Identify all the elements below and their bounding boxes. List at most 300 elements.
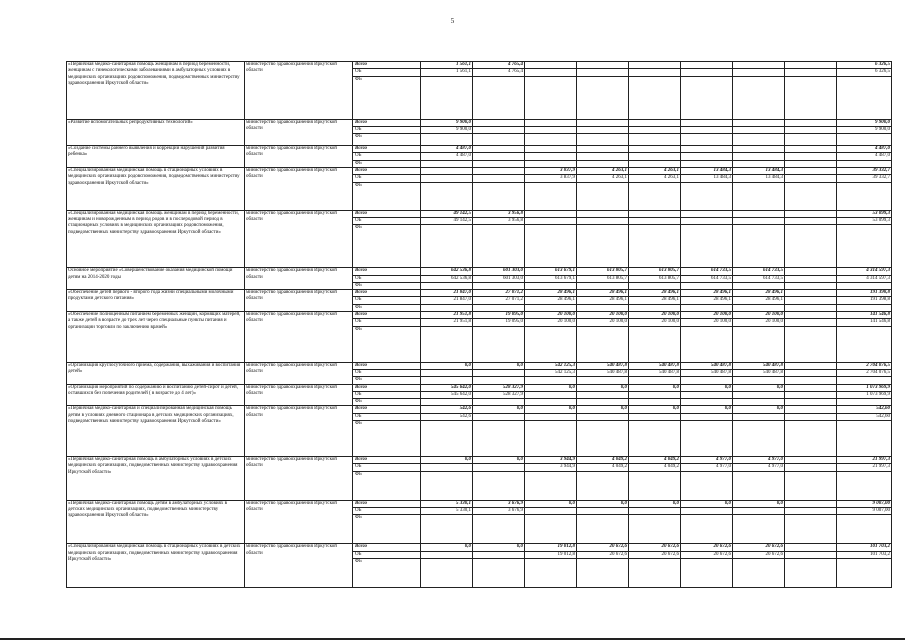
funding-source-cell: ОБ xyxy=(353,297,421,304)
year-amount-cell: 0,0 xyxy=(577,406,629,413)
year-amount-cell: 28 496,1 xyxy=(629,290,681,297)
year-amount-cell xyxy=(577,558,629,587)
year-amount-cell xyxy=(421,304,473,311)
activity-name-cell: «Специализированная медицинская помощь в стационарных условиях в детских медицинских организациях, подведомственных министерству здравоохранения Иркутской области» xyxy=(67,544,245,588)
year-amount-cell: 0,0 xyxy=(681,500,733,507)
year-amount-cell xyxy=(473,182,525,210)
year-amount-cell xyxy=(577,119,629,126)
year-amount-cell xyxy=(421,282,473,289)
year-amount-cell xyxy=(629,146,681,153)
year-amount-cell: 0,0 xyxy=(681,384,733,391)
year-amount-cell: 3 676,9 xyxy=(473,500,525,507)
total-amount-cell: 4 487,0 xyxy=(837,153,892,160)
year-amount-cell: 540 487,8 xyxy=(681,369,733,376)
year-amount-cell xyxy=(525,413,577,420)
year-amount-cell: 3 956,8 xyxy=(473,217,525,224)
table-row xyxy=(67,290,892,297)
year-amount-cell xyxy=(629,225,681,268)
year-amount-cell xyxy=(525,515,577,544)
year-amount-cell: 20 100,0 xyxy=(577,312,629,319)
year-amount-cell xyxy=(629,391,681,398)
funding-source-cell: ОБ xyxy=(353,413,421,420)
year-amount-cell: 4 765,4 xyxy=(473,62,525,69)
total-amount-cell: 101 703,2 xyxy=(837,544,892,551)
total-amount-cell: 9 900,0 xyxy=(837,119,892,126)
year-amount-cell: 0,0 xyxy=(577,500,629,507)
total-amount-cell: 6 326,5 xyxy=(837,69,892,76)
year-amount-cell xyxy=(733,69,785,76)
funding-source-cell: ФБ xyxy=(353,326,421,362)
budget-table xyxy=(66,61,892,588)
year-amount-cell: 528 327,9 xyxy=(473,391,525,398)
year-amount-cell xyxy=(785,146,837,153)
year-amount-cell xyxy=(629,160,681,167)
year-amount-cell xyxy=(525,119,577,126)
funding-source-cell: ФБ xyxy=(353,399,421,406)
year-amount-cell xyxy=(733,119,785,126)
year-amount-cell xyxy=(733,391,785,398)
total-amount-cell: 191 398,8 xyxy=(837,290,892,297)
funding-source-cell: Всего xyxy=(353,544,421,551)
year-amount-cell xyxy=(785,175,837,182)
total-amount-cell xyxy=(837,304,892,311)
year-amount-cell: 528 327,9 xyxy=(473,384,525,391)
funding-source-cell: Всего xyxy=(353,210,421,217)
activity-name-cell: «Создание системы раннего выявления и коррекции нарушений развития ребенка» xyxy=(67,146,245,168)
year-amount-cell: 28 496,1 xyxy=(681,297,733,304)
year-amount-cell xyxy=(473,168,525,175)
funding-source-cell: ФБ xyxy=(353,515,421,544)
year-amount-cell: 0,0 xyxy=(733,384,785,391)
activity-name-cell: «Специализированная медицинская помощь в стационарных условиях в медицинских организациях родовспоможения, подведомственных министерству здравоохранения Иркутской области» xyxy=(67,168,245,211)
total-amount-cell: 39 332,7 xyxy=(837,175,892,182)
activity-name-cell: «Первичная медико-санитарная помощь детям в амбулаторных условиях в детских медицинских организациях, подведомственных министерству здравоохранения Иркутской области» xyxy=(67,500,245,544)
funding-source-cell: ОБ xyxy=(353,175,421,182)
total-amount-cell: 101 703,2 xyxy=(837,551,892,558)
year-amount-cell: 4 049,2 xyxy=(629,457,681,464)
funding-source-cell: ОБ xyxy=(353,153,421,160)
year-amount-cell xyxy=(473,76,525,119)
table-row xyxy=(67,457,892,464)
funding-source-cell: ОБ xyxy=(353,551,421,558)
year-amount-cell: 0,0 xyxy=(473,544,525,551)
executor-cell: министерство здравоохранения Иркутской области xyxy=(245,290,353,312)
year-amount-cell xyxy=(525,421,577,457)
year-amount-cell xyxy=(681,507,733,514)
year-amount-cell xyxy=(525,182,577,210)
year-amount-cell xyxy=(629,62,681,69)
year-amount-cell xyxy=(577,69,629,76)
year-amount-cell: 540 487,8 xyxy=(629,362,681,369)
year-amount-cell xyxy=(681,391,733,398)
table-row xyxy=(67,62,892,69)
year-amount-cell: 28 496,1 xyxy=(525,297,577,304)
year-amount-cell: 3 944,9 xyxy=(525,457,577,464)
total-amount-cell: 4 314 597,3 xyxy=(837,268,892,275)
year-amount-cell xyxy=(525,76,577,119)
year-amount-cell xyxy=(733,304,785,311)
year-amount-cell: 3 956,8 xyxy=(473,210,525,217)
year-amount-cell xyxy=(473,326,525,362)
total-amount-cell xyxy=(837,134,892,146)
year-amount-cell xyxy=(681,69,733,76)
activity-name-cell: «Специализированная медицинская помощь женщинам в период беременности, женщинам и новорожденным в период родов и в послеродовой период в стационарных условиях в медицинских организациях родовспоможения, подведомственных министерству здравоохранения Иркутской области» xyxy=(67,210,245,268)
year-amount-cell: 545 642,0 xyxy=(421,384,473,391)
year-amount-cell xyxy=(733,182,785,210)
activity-name-cell: «Организация мероприятий по содержанию и воспитанию детей-сирот и детей, оставшихся без попечения родителей ( в возрасте до 4 лет)» xyxy=(67,384,245,406)
total-amount-cell xyxy=(837,182,892,210)
year-amount-cell xyxy=(785,377,837,384)
total-amount-cell: 2 704 076,5 xyxy=(837,362,892,369)
year-amount-cell: 4 049,2 xyxy=(577,457,629,464)
activity-name-cell: «Первичная медико-санитарная помощь в амбулаторных условиях в детских медицинских организациях, подведомственных министерству здравоохранения Иркутской области» xyxy=(67,457,245,501)
year-amount-cell xyxy=(681,210,733,217)
year-amount-cell xyxy=(785,406,837,413)
year-amount-cell: 540 487,8 xyxy=(733,362,785,369)
year-amount-cell xyxy=(525,225,577,268)
executor-cell: министерство здравоохранения Иркутской области xyxy=(245,268,353,290)
year-amount-cell xyxy=(421,326,473,362)
year-amount-cell xyxy=(785,312,837,319)
year-amount-cell xyxy=(733,326,785,362)
total-amount-cell: 542,60 xyxy=(837,406,892,413)
total-amount-cell xyxy=(837,225,892,268)
year-amount-cell xyxy=(681,282,733,289)
year-amount-cell xyxy=(681,515,733,544)
total-amount-cell: 191 398,8 xyxy=(837,297,892,304)
year-amount-cell: 4 977,0 xyxy=(733,464,785,471)
table-row xyxy=(67,146,892,153)
year-amount-cell: 613 679,1 xyxy=(525,275,577,282)
year-amount-cell xyxy=(785,268,837,275)
year-amount-cell xyxy=(473,146,525,153)
year-amount-cell xyxy=(733,134,785,146)
year-amount-cell: 21 847,0 xyxy=(421,297,473,304)
total-amount-cell: 1 073 969,9 xyxy=(837,384,892,391)
year-amount-cell xyxy=(733,62,785,69)
year-amount-cell: 1 561,1 xyxy=(421,62,473,69)
year-amount-cell xyxy=(785,558,837,587)
year-amount-cell: 3 676,9 xyxy=(473,507,525,514)
year-amount-cell xyxy=(681,413,733,420)
year-amount-cell: 3 837,9 xyxy=(525,175,577,182)
executor-cell: министерство здравоохранения Иркутской области xyxy=(245,312,353,363)
total-amount-cell: 9 007,00 xyxy=(837,507,892,514)
funding-source-cell: Всего xyxy=(353,362,421,369)
total-amount-cell xyxy=(837,76,892,119)
year-amount-cell xyxy=(681,126,733,133)
year-amount-cell xyxy=(525,134,577,146)
table-row xyxy=(67,384,892,391)
year-amount-cell: 613 805,7 xyxy=(577,268,629,275)
year-amount-cell xyxy=(785,500,837,507)
year-amount-cell xyxy=(629,119,681,126)
funding-source-cell: ФБ xyxy=(353,225,421,268)
year-amount-cell xyxy=(577,134,629,146)
year-amount-cell: 4 263,1 xyxy=(629,168,681,175)
total-amount-cell: 39 332,7 xyxy=(837,168,892,175)
year-amount-cell xyxy=(577,62,629,69)
year-amount-cell xyxy=(733,377,785,384)
year-amount-cell xyxy=(733,160,785,167)
funding-source-cell: Всего xyxy=(353,168,421,175)
year-amount-cell xyxy=(629,421,681,457)
year-amount-cell xyxy=(421,369,473,376)
year-amount-cell xyxy=(473,282,525,289)
year-amount-cell xyxy=(577,282,629,289)
funding-source-cell: ФБ xyxy=(353,558,421,587)
year-amount-cell: 13 484,3 xyxy=(733,168,785,175)
executor-cell: министерство здравоохранения Иркутской области xyxy=(245,500,353,544)
year-amount-cell xyxy=(473,515,525,544)
year-amount-cell: 20 672,6 xyxy=(577,544,629,551)
year-amount-cell: 4 487,0 xyxy=(421,146,473,153)
year-amount-cell xyxy=(525,507,577,514)
year-amount-cell xyxy=(525,377,577,384)
total-amount-cell: 141 546,8 xyxy=(837,312,892,319)
year-amount-cell: 614 733,5 xyxy=(733,268,785,275)
year-amount-cell xyxy=(473,153,525,160)
funding-source-cell: ОБ xyxy=(353,217,421,224)
year-amount-cell xyxy=(785,421,837,457)
year-amount-cell: 0,0 xyxy=(733,500,785,507)
year-amount-cell xyxy=(733,217,785,224)
year-amount-cell xyxy=(785,384,837,391)
year-amount-cell xyxy=(473,464,525,471)
funding-source-cell: ОБ xyxy=(353,391,421,398)
year-amount-cell xyxy=(421,76,473,119)
year-amount-cell xyxy=(473,369,525,376)
year-amount-cell: 20 100,0 xyxy=(681,312,733,319)
total-amount-cell xyxy=(837,160,892,167)
year-amount-cell: 0,0 xyxy=(473,406,525,413)
year-amount-cell xyxy=(733,413,785,420)
year-amount-cell xyxy=(577,413,629,420)
total-amount-cell xyxy=(837,471,892,500)
year-amount-cell: 21 847,0 xyxy=(421,290,473,297)
year-amount-cell xyxy=(629,515,681,544)
year-amount-cell: 19 012,8 xyxy=(525,544,577,551)
year-amount-cell xyxy=(785,515,837,544)
executor-cell: министерство здравоохранения Иркутской области xyxy=(245,210,353,268)
year-amount-cell xyxy=(525,304,577,311)
year-amount-cell xyxy=(785,76,837,119)
table-row xyxy=(67,544,892,551)
year-amount-cell xyxy=(785,413,837,420)
year-amount-cell: 20 100,0 xyxy=(525,312,577,319)
year-amount-cell xyxy=(473,304,525,311)
total-amount-cell: 4 314 597,3 xyxy=(837,275,892,282)
funding-source-cell: ОБ xyxy=(353,319,421,326)
year-amount-cell: 13 484,3 xyxy=(681,175,733,182)
total-amount-cell xyxy=(837,326,892,362)
year-amount-cell: 601 303,0 xyxy=(473,268,525,275)
year-amount-cell xyxy=(785,464,837,471)
year-amount-cell xyxy=(733,507,785,514)
funding-source-cell: Всего xyxy=(353,119,421,126)
year-amount-cell: 0,0 xyxy=(421,544,473,551)
year-amount-cell xyxy=(733,76,785,119)
year-amount-cell: 540 487,8 xyxy=(629,369,681,376)
year-amount-cell xyxy=(785,544,837,551)
year-amount-cell xyxy=(473,175,525,182)
funding-source-cell: ФБ xyxy=(353,377,421,384)
total-amount-cell: 53 099,3 xyxy=(837,217,892,224)
year-amount-cell xyxy=(733,421,785,457)
year-amount-cell xyxy=(473,413,525,420)
year-amount-cell xyxy=(629,210,681,217)
year-amount-cell: 20 672,6 xyxy=(733,544,785,551)
year-amount-cell xyxy=(681,471,733,500)
year-amount-cell xyxy=(733,126,785,133)
year-amount-cell xyxy=(785,290,837,297)
table-row xyxy=(67,268,892,275)
year-amount-cell xyxy=(681,62,733,69)
year-amount-cell: 20 672,6 xyxy=(681,551,733,558)
year-amount-cell xyxy=(785,391,837,398)
year-amount-cell xyxy=(785,275,837,282)
year-amount-cell xyxy=(577,182,629,210)
total-amount-cell: 141 546,8 xyxy=(837,319,892,326)
year-amount-cell xyxy=(785,225,837,268)
year-amount-cell: 614 733,5 xyxy=(733,275,785,282)
total-amount-cell xyxy=(837,421,892,457)
year-amount-cell: 4 049,2 xyxy=(629,464,681,471)
year-amount-cell xyxy=(629,326,681,362)
year-amount-cell: 5 330,1 xyxy=(421,507,473,514)
total-amount-cell: 9 007,00 xyxy=(837,500,892,507)
year-amount-cell xyxy=(629,126,681,133)
total-amount-cell: 4 487,0 xyxy=(837,146,892,153)
year-amount-cell xyxy=(577,421,629,457)
year-amount-cell: 20 100,0 xyxy=(733,312,785,319)
year-amount-cell: 20 672,6 xyxy=(681,544,733,551)
year-amount-cell xyxy=(577,160,629,167)
year-amount-cell xyxy=(577,153,629,160)
funding-source-cell: Всего xyxy=(353,457,421,464)
funding-source-cell: ФБ xyxy=(353,471,421,500)
year-amount-cell: 642 536,8 xyxy=(421,268,473,275)
year-amount-cell xyxy=(577,76,629,119)
year-amount-cell: 4 263,1 xyxy=(577,175,629,182)
year-amount-cell xyxy=(629,399,681,406)
year-amount-cell xyxy=(525,282,577,289)
total-amount-cell: 2 704 076,5 xyxy=(837,369,892,376)
executor-cell: министерство здравоохранения Иркутской области xyxy=(245,406,353,457)
year-amount-cell: 0,0 xyxy=(525,500,577,507)
year-amount-cell: 4 487,0 xyxy=(421,153,473,160)
year-amount-cell xyxy=(785,399,837,406)
funding-source-cell: ФБ xyxy=(353,421,421,457)
year-amount-cell: 27 071,2 xyxy=(473,297,525,304)
year-amount-cell xyxy=(525,126,577,133)
year-amount-cell: 613 805,7 xyxy=(577,275,629,282)
activity-name-cell: «Первичная медико-санитарная и специализированная медицинская помощь детям в условиях дневного стационара в детских медицинских организациях, подведомственных министерству здравоохранения Иркутской области» xyxy=(67,406,245,457)
funding-source-cell: ОБ xyxy=(353,369,421,376)
year-amount-cell xyxy=(629,507,681,514)
funding-source-cell: ОБ xyxy=(353,69,421,76)
year-amount-cell: 4 977,0 xyxy=(681,464,733,471)
year-amount-cell: 3 837,9 xyxy=(525,168,577,175)
year-amount-cell xyxy=(473,126,525,133)
year-amount-cell: 19 095,0 xyxy=(473,319,525,326)
year-amount-cell xyxy=(629,304,681,311)
year-amount-cell: 540 487,8 xyxy=(733,369,785,376)
year-amount-cell xyxy=(577,377,629,384)
year-amount-cell xyxy=(629,182,681,210)
activity-name-cell: Основное мероприятие «Совершенствование оказания медицинской помощи детям на 2014-2020 годы xyxy=(67,268,245,290)
total-amount-cell: 1 073 969,9 xyxy=(837,391,892,398)
year-amount-cell xyxy=(681,225,733,268)
year-amount-cell xyxy=(785,457,837,464)
year-amount-cell xyxy=(733,558,785,587)
year-amount-cell: 542,6 xyxy=(421,413,473,420)
year-amount-cell xyxy=(681,399,733,406)
year-amount-cell xyxy=(733,146,785,153)
year-amount-cell xyxy=(525,62,577,69)
year-amount-cell: 20 100,0 xyxy=(681,319,733,326)
year-amount-cell xyxy=(681,76,733,119)
year-amount-cell: 21 951,8 xyxy=(421,312,473,319)
funding-source-cell: Всего xyxy=(353,500,421,507)
year-amount-cell: 0,0 xyxy=(421,362,473,369)
year-amount-cell: 0,0 xyxy=(629,406,681,413)
year-amount-cell xyxy=(629,471,681,500)
year-amount-cell: 4 049,2 xyxy=(577,464,629,471)
year-amount-cell: 28 496,1 xyxy=(733,297,785,304)
year-amount-cell: 20 672,6 xyxy=(733,551,785,558)
year-amount-cell xyxy=(525,471,577,500)
year-amount-cell xyxy=(577,304,629,311)
year-amount-cell xyxy=(733,225,785,268)
year-amount-cell: 19 012,8 xyxy=(525,551,577,558)
funding-source-cell: Всего xyxy=(353,384,421,391)
year-amount-cell: 13 484,3 xyxy=(681,168,733,175)
year-amount-cell xyxy=(629,413,681,420)
funding-source-cell: Всего xyxy=(353,146,421,153)
year-amount-cell xyxy=(681,217,733,224)
year-amount-cell xyxy=(421,399,473,406)
year-amount-cell: 613 679,1 xyxy=(525,268,577,275)
year-amount-cell xyxy=(473,399,525,406)
year-amount-cell xyxy=(629,76,681,119)
year-amount-cell: 4 977,0 xyxy=(733,457,785,464)
year-amount-cell: 4 263,1 xyxy=(629,175,681,182)
year-amount-cell xyxy=(421,182,473,210)
year-amount-cell xyxy=(785,134,837,146)
activity-name-cell: «Обеспечение детей первого - второго года жизни специальными молочными продуктами детского питания» xyxy=(67,290,245,312)
year-amount-cell xyxy=(629,217,681,224)
year-amount-cell xyxy=(421,168,473,175)
year-amount-cell xyxy=(785,69,837,76)
year-amount-cell xyxy=(525,391,577,398)
year-amount-cell: 13 484,3 xyxy=(733,175,785,182)
year-amount-cell: 0,0 xyxy=(525,384,577,391)
year-amount-cell: 4 263,1 xyxy=(577,168,629,175)
year-amount-cell xyxy=(681,558,733,587)
year-amount-cell xyxy=(733,399,785,406)
funding-source-cell: Всего xyxy=(353,406,421,413)
total-amount-cell: 53 099,3 xyxy=(837,210,892,217)
table-row xyxy=(67,500,892,507)
funding-source-cell: Всего xyxy=(353,312,421,319)
year-amount-cell xyxy=(785,471,837,500)
activity-name-cell: «Обеспечение полноценным питанием беременных женщин, кормящих матерей, а также детей в возрасте до трех лет через специальные пункты питания и организации торговли по заключению врачей» xyxy=(67,312,245,363)
year-amount-cell: 601 303,0 xyxy=(473,275,525,282)
funding-source-cell: Всего xyxy=(353,268,421,275)
year-amount-cell xyxy=(577,326,629,362)
year-amount-cell: 542 125,3 xyxy=(525,369,577,376)
